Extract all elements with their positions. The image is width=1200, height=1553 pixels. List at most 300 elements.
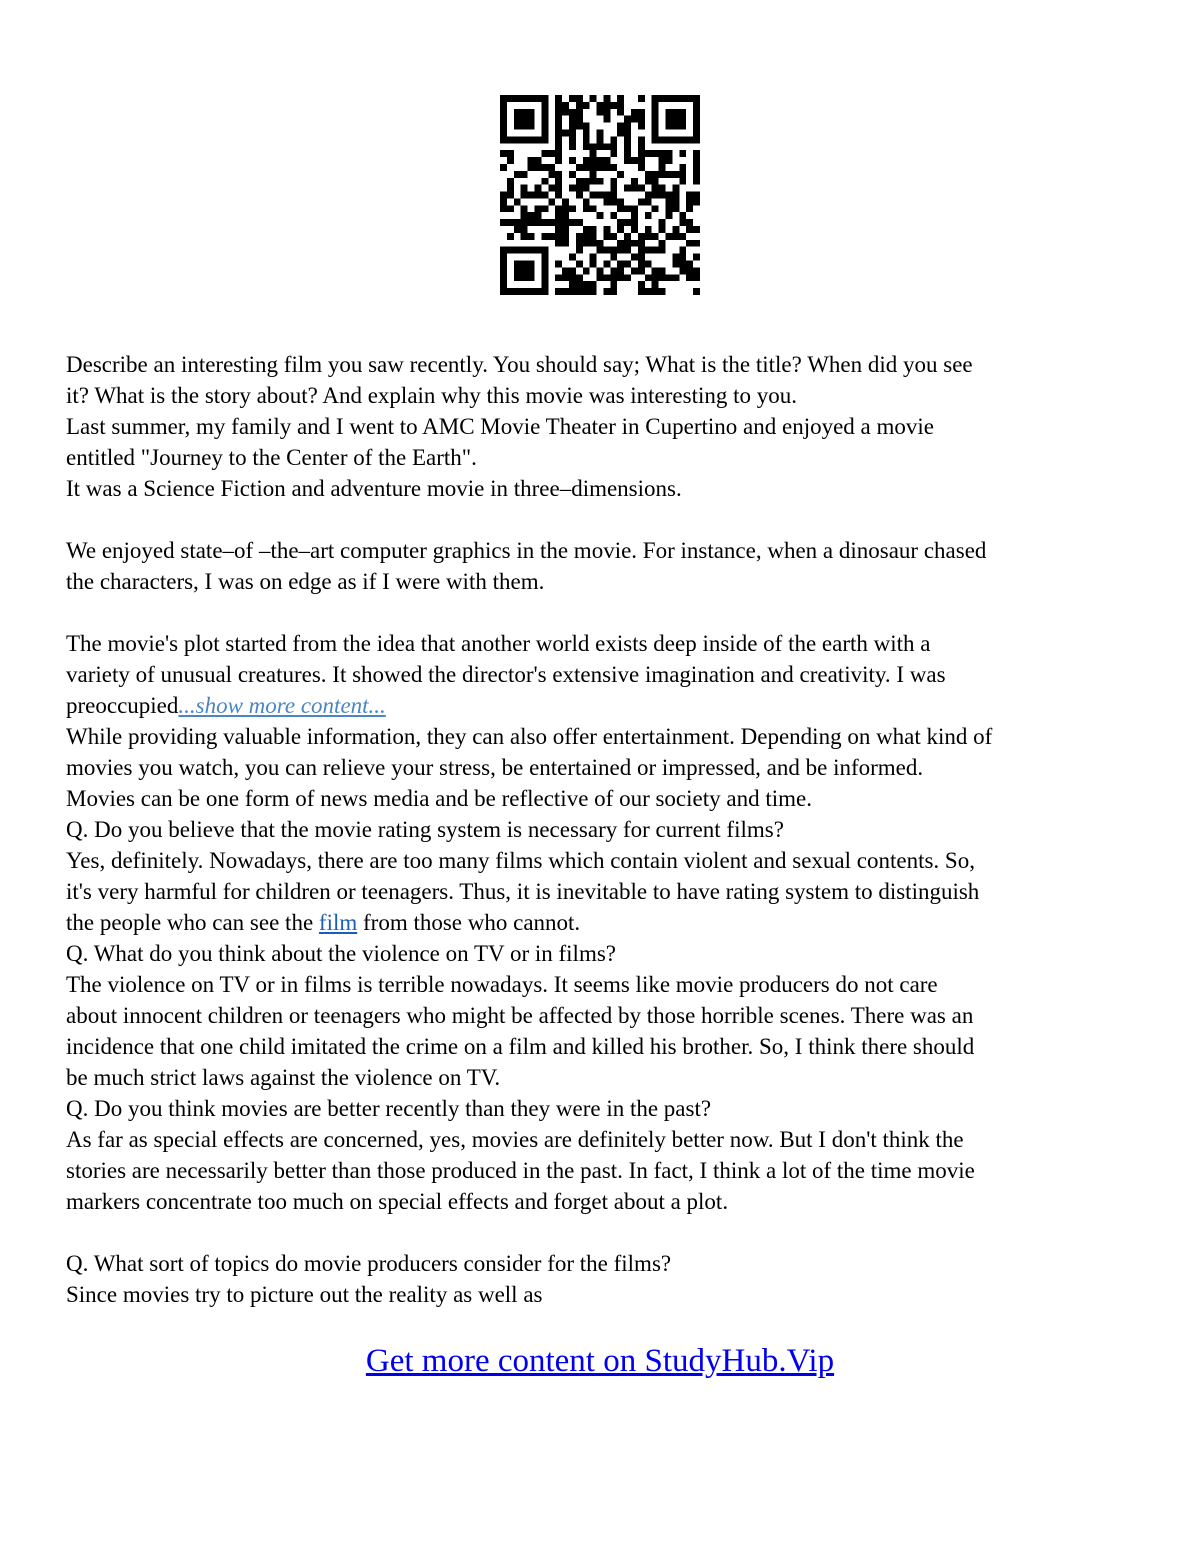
qr-module [693,274,700,281]
qr-module [672,233,679,240]
text-line: incidence that one child imitated the crime on a film and killed his brother. So, I think there should [66,1034,975,1059]
text-line: Last summer, my family and I went to AMC Movie Theater in Cupertino and enjoyed a movie [66,414,935,439]
qr-module [631,185,638,192]
qr-module [659,185,666,192]
qr-module [583,129,590,136]
qr-module [603,288,610,295]
qr-module [679,164,686,171]
qr-module [576,109,583,116]
qr-module [507,150,514,157]
paragraph-gap [66,504,1166,535]
text-line: The violence on TV or in films is terrible nowadays. It seems like movie producers do not care [66,972,938,997]
qr-module [548,198,555,205]
qr-module [597,109,604,116]
qr-module [583,198,590,205]
qr-module [555,150,562,157]
qr-module [528,212,535,219]
qr-module [500,219,507,226]
qr-module [686,240,693,247]
qr-module [555,288,562,295]
footer [0,1341,1200,1381]
qr-module [569,254,576,261]
qr-module [562,219,569,226]
text-line [66,907,1166,938]
qr-module [631,226,638,233]
qr-module [528,164,535,171]
qr-module [652,288,659,295]
text-line: it's very harmful for children or teenagers. Thus, it is inevitable to have rating system to distinguish [66,879,980,904]
qr-module [603,143,610,150]
qr-module [638,136,645,143]
qr-module [624,240,631,247]
text-fragment: from those who cannot. [357,910,581,935]
qr-module [617,219,624,226]
qr-module [576,95,583,102]
qr-module [652,233,659,240]
qr-module [576,219,583,226]
qr-module [686,198,693,205]
qr-module [590,226,597,233]
qr-module [521,171,528,178]
qr-module [541,219,548,226]
qr-module [507,205,514,212]
text-line: It was a Science Fiction and adventure movie in three–dimensions. [66,476,682,501]
qr-module [624,157,631,164]
qr-module [534,185,541,192]
qr-module [631,254,638,261]
qr-module [652,178,659,185]
paragraph-gap [66,1217,1166,1248]
qr-module [645,150,652,157]
qr-module [521,219,528,226]
qr-module [569,185,576,192]
qr-module [693,254,700,261]
qr-module [541,233,548,240]
qr-module [617,205,624,212]
qr-module [597,143,604,150]
qr-module [638,109,645,116]
qr-module [672,192,679,199]
qr-module [638,164,645,171]
qr-module [645,198,652,205]
qr-module [507,178,514,185]
qr-module [603,233,610,240]
qr-module [597,212,604,219]
qr-module [569,95,576,102]
qr-module [597,240,604,247]
qr-module [590,205,597,212]
qr-module [686,274,693,281]
qr-module [597,136,604,143]
qr-module [548,150,555,157]
qr-module [693,171,700,178]
qr-module [666,171,673,178]
qr-module [659,150,666,157]
qr-module [666,274,673,281]
qr-module [569,136,576,143]
qr-module [679,247,686,254]
qr-module [569,129,576,136]
qr-module [521,185,528,192]
qr-module [617,240,624,247]
qr-module [514,261,535,282]
text-line: We enjoyed state–of –the–art computer graphics in the movie. For instance, when a dinosaur chased [66,538,987,563]
studyhub-link[interactable]: Get more content on StudyHub.Vip [365,1343,835,1379]
qr-module [659,192,666,199]
qr-module [624,219,631,226]
qr-module [569,109,576,116]
qr-module [569,281,576,288]
qr-module [555,123,562,130]
qr-module [638,185,645,192]
qr-module [659,240,666,247]
film-link[interactable]: film [318,910,358,935]
qr-module [534,164,541,171]
qr-module [624,247,631,254]
qr-module [638,157,645,164]
qr-module [666,233,673,240]
qr-module [548,233,555,240]
qr-module [534,219,541,226]
qr-module [610,274,617,281]
text-line: entitled "Journey to the Center of the Earth". [66,445,477,470]
question-line: Q. Do you think movies are better recently than they were in the past? [66,1096,712,1121]
qr-module [514,171,521,178]
qr-module [562,109,569,116]
qr-module [672,274,679,281]
question-line: Q. Do you believe that the movie rating system is necessary for current films? [66,817,784,842]
qr-module [652,205,659,212]
qr-module [569,267,576,274]
qr-module [555,102,562,109]
text-line: about innocent children or teenagers who might be affected by those horrible scenes. There was an [66,1003,974,1028]
qr-module [659,157,666,164]
qr-module [617,109,624,116]
qr-module [541,164,548,171]
qr-module [666,109,687,130]
qr-module [679,150,686,157]
text-line: movies you watch, you can relieve your stress, be entertained or impressed, and be informed. [66,755,924,780]
qr-module [666,157,673,164]
qr-module [652,274,659,281]
qr-module [507,157,514,164]
qr-module [686,219,693,226]
qr-module [555,136,562,143]
qr-module [693,240,700,247]
qr-module [617,171,624,178]
qr-module [679,219,686,226]
document-body [66,349,1166,1310]
text-line: Since movies try to picture out the reality as well as [66,1282,543,1307]
qr-module [597,129,604,136]
qr-module [610,164,617,171]
text-line: it? What is the story about? And explain why this movie was interesting to you. [66,383,797,408]
qr-module [638,267,645,274]
qr-module [624,150,631,157]
qr-module [672,205,679,212]
qr-module [555,171,562,178]
qr-module [672,254,679,261]
qr-module [597,157,604,164]
qr-module [583,123,590,130]
text-line: As far as special effects are concerned, yes, movies are definitely better now. But I don't think the [66,1127,964,1152]
qr-module [610,143,617,150]
qr-module [686,205,693,212]
qr-module [666,205,673,212]
qr-module [645,178,652,185]
qr-module [597,102,604,109]
qr-module [583,233,590,240]
qr-module [631,157,638,164]
qr-module [617,95,624,102]
qr-module [534,157,541,164]
qr-module [638,247,645,254]
qr-module [624,143,631,150]
qr-module [672,261,679,268]
qr-module [610,247,617,254]
qr-module [569,157,576,164]
qr-module [693,178,700,185]
qr-module [617,247,624,254]
qr-module [576,240,583,247]
qr-module [521,233,528,240]
qr-module [603,261,610,268]
qr-module [659,164,666,171]
qr-module [590,233,597,240]
qr-module [638,198,645,205]
qr-module [569,171,576,178]
qr-module [583,267,590,274]
qr-module [507,185,514,192]
qr-module [534,205,541,212]
qr-module [679,178,686,185]
qr-module [638,240,645,247]
qr-module [555,143,562,150]
qr-module [679,171,686,178]
qr-module [666,192,673,199]
qr-module [693,288,700,295]
qr-module [597,178,604,185]
qr-module [590,254,597,261]
qr-module [617,198,624,205]
qr-module [679,267,686,274]
qr-module [603,95,610,102]
qr-module [583,205,590,212]
qr-module [569,143,576,150]
qr-module [507,233,514,240]
qr-module [652,267,659,274]
qr-module [555,178,562,185]
qr-module [569,219,576,226]
text-line: be much strict laws against the violence on TV. [66,1065,501,1090]
qr-module [693,150,700,157]
qr-module [645,233,652,240]
qr-module [569,116,576,123]
qr-module [576,274,583,281]
qr-module [679,212,686,219]
qr-module [583,136,590,143]
qr-module [555,157,562,164]
qr-module [659,267,666,274]
qr-module [610,212,617,219]
qr-module [645,261,652,268]
qr-module [603,102,610,109]
qr-module [624,274,631,281]
qr-module [507,192,514,199]
qr-module [617,123,624,130]
qr-module [672,226,679,233]
qr-module [638,95,645,102]
qr-module [652,192,659,199]
qr-module [631,109,638,116]
qr-module [686,192,693,199]
qr-module [569,123,576,130]
qr-module [534,192,541,199]
qr-module [666,212,673,219]
qr-module [652,281,659,288]
qr-module [562,129,569,136]
qr-module [645,171,652,178]
qr-module [672,198,679,205]
qr-module [624,136,631,143]
qr-module [659,274,666,281]
qr-module [610,288,617,295]
qr-module [590,143,597,150]
qr-module [610,178,617,185]
qr-module [590,95,597,102]
qr-module [631,267,638,274]
qr-module [603,116,610,123]
qr-module [541,178,548,185]
qr-module [686,267,693,274]
qr-module [603,247,610,254]
qr-module [548,219,555,226]
qr-module [583,240,590,247]
qr-module [659,171,666,178]
text-line: Describe an interesting film you saw recently. You should say; What is the title? When did you see [66,352,973,377]
qr-module [562,205,569,212]
qr-module [500,198,507,205]
qr-module [638,143,645,150]
qr-module [514,198,521,205]
qr-module [590,164,597,171]
qr-module [521,192,528,199]
qr-module [534,212,541,219]
qr-module [597,267,604,274]
question-line: Q. What sort of topics do movie producers consider for the films? [66,1251,672,1276]
qr-module [624,261,631,268]
qr-module [659,247,666,254]
qr-module [562,212,569,219]
qr-module [679,261,686,268]
qr-module [576,116,583,123]
qr-module [569,205,576,212]
qr-module [576,102,583,109]
qr-module [590,192,597,199]
qr-module [555,212,562,219]
qr-module [555,226,562,233]
qr-module [597,247,604,254]
qr-module [624,233,631,240]
qr-module [638,254,645,261]
qr-module [610,136,617,143]
show-more-link[interactable]: ...show more content... [178,693,386,718]
qr-module [645,212,652,219]
qr-module [562,226,569,233]
qr-module [555,116,562,123]
qr-module [597,192,604,199]
qr-module [583,178,590,185]
qr-module [576,185,583,192]
qr-module [693,198,700,205]
qr-module [555,185,562,192]
qr-module [562,102,569,109]
qr-module [528,233,535,240]
qr-module [576,281,583,288]
qr-module [679,233,686,240]
qr-module [693,164,700,171]
qr-module [603,109,610,116]
qr-module [610,192,617,199]
text-line: While providing valuable information, they can also offer entertainment. Depending on what kind of [66,724,993,749]
qr-module [603,164,610,171]
qr-module [507,219,514,226]
text-line [66,690,1166,721]
qr-module [555,274,562,281]
question-line: Q. What do you think about the violence on TV or in films? [66,941,617,966]
qr-module [631,212,638,219]
qr-module [659,288,666,295]
qr-module [576,164,583,171]
qr-module [500,150,507,157]
qr-module [514,226,521,233]
qr-module [631,116,638,123]
qr-module [610,254,617,261]
qr-module [693,192,700,199]
text-fragment: the people who can see the [66,910,319,935]
text-line: variety of unusual creatures. It showed the director's extensive imagination and creativity. I was [66,662,946,687]
qr-module [521,226,528,233]
text-line: markers concentrate too much on special effects and forget about a plot. [66,1189,729,1214]
qr-module [617,129,624,136]
qr-module [645,226,652,233]
qr-module [645,247,652,254]
qr-module [583,143,590,150]
qr-module [590,150,597,157]
qr-module [528,157,535,164]
qr-module [583,226,590,233]
qr-module [548,185,555,192]
qr-module [610,267,617,274]
qr-module [528,219,535,226]
text-line: Movies can be one form of news media and be reflective of our society and time. [66,786,812,811]
qr-module [583,102,590,109]
qr-module [631,178,638,185]
qr-module [679,254,686,261]
qr-module [624,129,631,136]
qr-module [638,281,645,288]
text-line: The movie's plot started from the idea that another world exists deep inside of the earth with a [66,631,931,656]
qr-module [521,205,528,212]
qr-module [631,219,638,226]
qr-module [686,261,693,268]
qr-module [652,171,659,178]
qr-module [617,274,624,281]
qr-module [555,109,562,116]
qr-module [500,164,507,171]
qr-module [541,192,548,199]
qr-module [562,274,569,281]
